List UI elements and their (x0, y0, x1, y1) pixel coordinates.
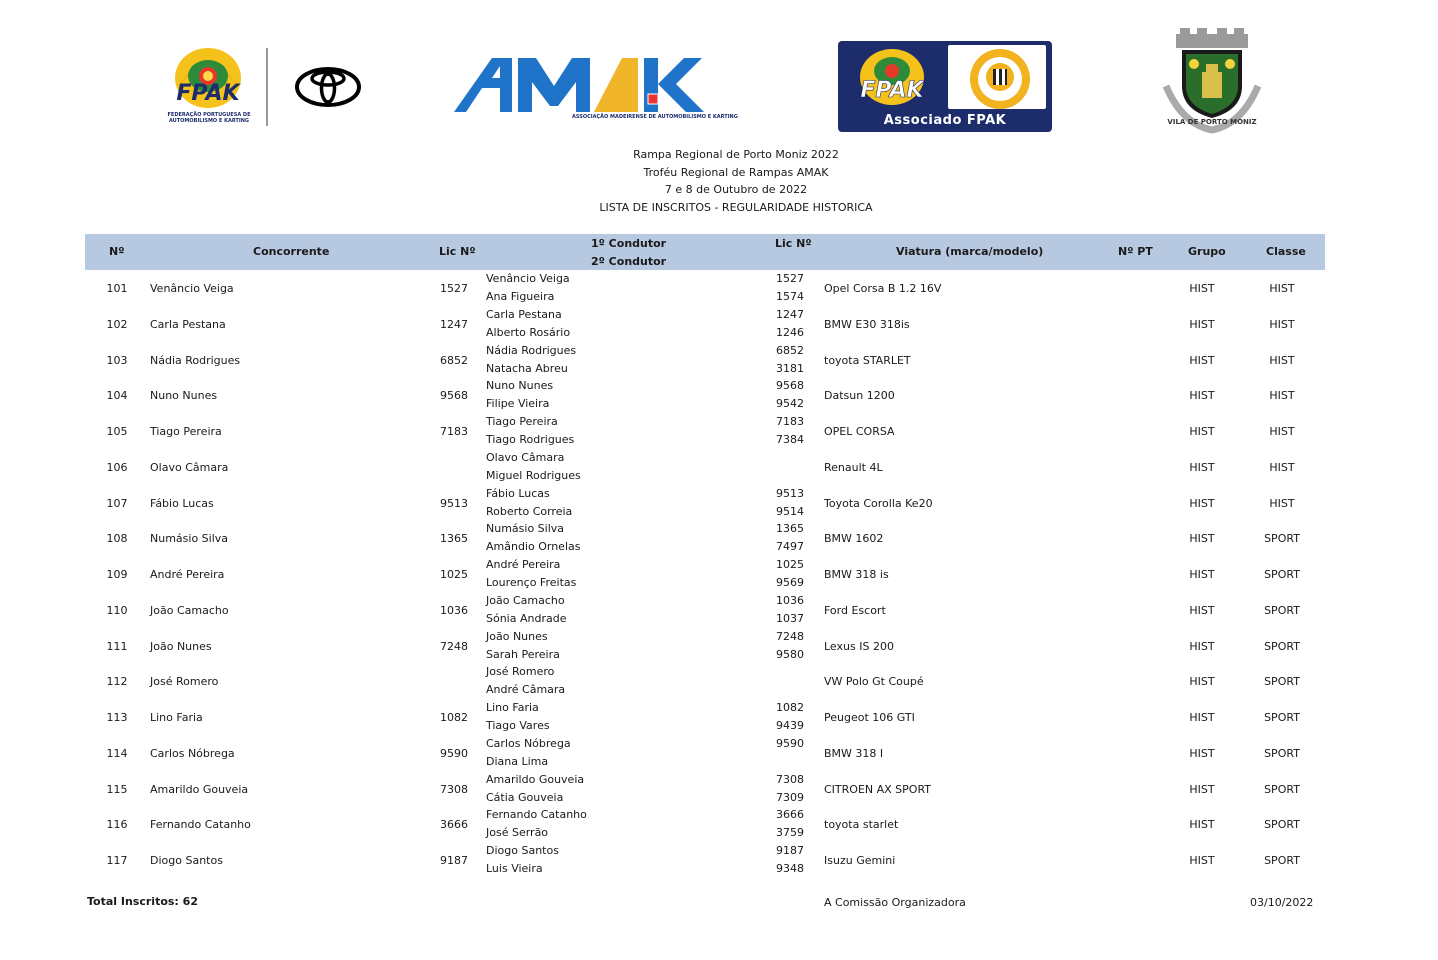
entry-car: Ford Escort (824, 603, 886, 617)
entry-car: Lexus IS 200 (824, 639, 894, 653)
table-row (0, 557, 1438, 593)
entry-driver2: Diana Lima (486, 754, 549, 768)
entry-classe: HIST (1269, 353, 1295, 367)
entry-number: 105 (106, 425, 128, 438)
entry-driver1: João Nunes (486, 629, 548, 643)
entry-driver2: Miguel Rodrigues (486, 468, 581, 482)
table-row (0, 414, 1438, 450)
entry-concorrente: Nádia Rodrigues (150, 353, 241, 367)
entry-driver1: Venâncio Veiga (486, 272, 570, 285)
entry-number: 106 (106, 460, 128, 474)
entry-driver2-lic: 1246 (776, 325, 804, 339)
table-row (0, 307, 1438, 343)
fpak-logo (164, 46, 254, 130)
entry-driver2: Sarah Pereira (486, 647, 560, 661)
entry-grupo: HIST (1189, 782, 1215, 796)
entry-car: OPEL CORSA (824, 425, 895, 438)
entry-driver1-lic: 3666 (776, 808, 804, 822)
entry-lic: 3666 (440, 818, 468, 832)
entry-concorrente: Venâncio Veiga (150, 282, 234, 295)
entry-lic: 9513 (440, 496, 468, 510)
entry-driver1-lic: 7308 (776, 772, 804, 786)
amak-logo-text: AMAK (524, 58, 527, 59)
entry-driver1-lic: 9187 (776, 844, 804, 857)
fpak-logo-subtitle: FEDERAÇÃO PORTUGUESA DE AUTOMOBILISMO E KARTING (167, 112, 251, 124)
entry-driver2-lic: 9569 (776, 576, 804, 589)
entry-grupo: HIST (1189, 639, 1215, 653)
crest-text: VILA DE PORTO MONIZ (1167, 118, 1257, 126)
associado-fpak-label: Associado FPAK (883, 113, 1007, 128)
associado-fpak-badge (838, 41, 1052, 132)
entry-grupo: HIST (1189, 496, 1215, 510)
entry-driver2-lic: 7309 (776, 790, 804, 804)
entry-number: 110 (106, 603, 128, 617)
fpak-logo-text: FPAK (176, 81, 240, 106)
entry-concorrente: João Camacho (150, 603, 229, 617)
table-row (0, 486, 1438, 522)
entry-driver1-lic: 9513 (776, 486, 804, 500)
entry-driver2: Roberto Correia (486, 504, 573, 518)
entry-driver2-lic: 3181 (776, 361, 804, 375)
entry-classe: SPORT (1264, 603, 1300, 617)
entry-grupo: HIST (1189, 711, 1215, 724)
entry-driver2: Amândio Ornelas (486, 540, 581, 554)
entry-number: 109 (106, 568, 128, 581)
entry-concorrente: João Nunes (150, 639, 212, 653)
entry-driver1: Carlos Nóbrega (486, 736, 571, 750)
entry-classe: HIST (1269, 317, 1295, 331)
entry-car: BMW 318 is (824, 568, 889, 581)
logo-strip (0, 0, 1438, 145)
entry-car: BMW 318 I (824, 746, 884, 760)
title-list: LISTA DE INSCRITOS - REGULARIDADE HISTORICA (599, 200, 873, 214)
entry-car: Peugeot 106 GTI (824, 711, 915, 724)
entry-driver1-lic: 1025 (776, 558, 804, 571)
entry-classe: HIST (1269, 282, 1295, 295)
entry-classe: SPORT (1264, 532, 1300, 546)
entry-concorrente: Carla Pestana (150, 317, 226, 331)
entry-driver1-lic: 6852 (776, 343, 804, 357)
entry-driver1-lic: 1082 (776, 701, 804, 714)
entry-classe: SPORT (1264, 568, 1300, 581)
entry-driver1: Lino Faria (486, 701, 539, 714)
entry-grupo: HIST (1189, 353, 1215, 367)
entry-lic: 7248 (440, 639, 468, 653)
entry-car: Renault 4L (824, 460, 883, 474)
organizing-committee: A Comissão Organizadora (824, 896, 966, 909)
col-header-no: Nº (109, 245, 125, 258)
entry-car: Isuzu Gemini (824, 854, 896, 867)
badge-fpak-text: FPAK (860, 78, 924, 103)
entry-driver1-lic: 7183 (776, 415, 804, 428)
entry-lic: 1036 (440, 603, 468, 617)
entry-classe: SPORT (1264, 711, 1300, 724)
entry-lic: 9187 (440, 854, 468, 867)
entry-driver2-lic: 9348 (776, 862, 804, 875)
entry-driver2: Cátia Gouveia (486, 790, 564, 804)
table-row (0, 736, 1438, 772)
entry-driver2: Lourenço Freitas (486, 576, 577, 589)
amak-logo (452, 54, 738, 124)
entry-driver2: Ana Figueira (486, 290, 555, 303)
entry-number: 114 (106, 746, 128, 760)
title-dates: 7 e 8 de Outubro de 2022 (664, 183, 808, 196)
entry-driver1: Tiago Pereira (486, 415, 558, 428)
entry-concorrente: Amarildo Gouveia (150, 782, 249, 796)
entry-grupo: HIST (1189, 746, 1215, 760)
table-row (0, 843, 1438, 879)
entry-concorrente: Fábio Lucas (150, 496, 214, 510)
entry-driver2-lic: 1037 (776, 611, 804, 625)
entry-driver1-lic: 1247 (776, 307, 804, 321)
entry-car: CITROEN AX SPORT (824, 782, 932, 796)
entry-driver2: Luis Vieira (486, 862, 543, 875)
entry-lic: 1082 (440, 711, 468, 724)
entry-driver1: Fernando Catanho (486, 808, 587, 822)
col-header-classe: Classe (1266, 245, 1306, 258)
entry-driver2-lic: 9439 (776, 719, 804, 732)
entry-concorrente: Fernando Catanho (150, 818, 251, 832)
total-inscritos: Total Inscritos: 62 (87, 895, 198, 908)
entry-driver1-lic: 7248 (776, 629, 804, 643)
entry-car: toyota starlet (824, 818, 899, 832)
entry-driver2: Sónia Andrade (486, 611, 567, 625)
col-header-pt: Nº PT (1118, 245, 1153, 258)
entry-number: 112 (106, 675, 128, 689)
entry-driver2: André Câmara (486, 683, 566, 697)
entry-car: toyota STARLET (824, 353, 911, 367)
entry-driver1: José Romero (486, 665, 555, 679)
entry-lic: 1365 (440, 532, 468, 546)
entry-car: BMW E30 318is (824, 317, 910, 331)
table-row (0, 807, 1438, 843)
entry-concorrente: Carlos Nóbrega (150, 746, 235, 760)
entry-driver2-lic: 9580 (776, 647, 804, 661)
col-header-grupo: Grupo (1188, 245, 1226, 258)
entry-concorrente: Numásio Silva (150, 532, 229, 546)
entry-driver2: Alberto Rosário (486, 325, 571, 339)
logo-divider (266, 48, 268, 126)
entry-lic: 9590 (440, 746, 468, 760)
porto-moniz-crest (1152, 26, 1272, 138)
table-row (0, 629, 1438, 665)
entry-grupo: HIST (1189, 818, 1215, 832)
entry-grupo: HIST (1189, 854, 1215, 867)
entry-driver1: Olavo Câmara (486, 450, 565, 464)
entry-grupo: HIST (1189, 532, 1215, 546)
entry-classe: SPORT (1264, 818, 1300, 832)
entry-driver2: Tiago Vares (486, 719, 550, 732)
table-row (0, 450, 1438, 486)
entry-driver1-lic: 9590 (776, 736, 804, 750)
entry-number: 116 (106, 818, 128, 832)
entry-lic: 7183 (440, 425, 468, 438)
toyota-logo (294, 66, 362, 108)
entry-number: 102 (106, 317, 128, 331)
entry-driver1-lic: 1365 (776, 522, 804, 536)
entry-concorrente: André Pereira (150, 568, 225, 581)
table-row (0, 378, 1438, 414)
entry-grupo: HIST (1189, 568, 1215, 581)
entry-car: Toyota Corolla Ke20 (824, 496, 933, 510)
entry-grupo: HIST (1189, 425, 1215, 438)
entry-concorrente: Diogo Santos (150, 854, 223, 867)
entry-number: 101 (106, 282, 128, 295)
entry-concorrente: Olavo Câmara (150, 460, 229, 474)
document-date: 03/10/2022 (1250, 896, 1314, 909)
entry-classe: SPORT (1264, 675, 1300, 689)
entry-classe: SPORT (1264, 854, 1300, 867)
entry-car: Datsun 1200 (824, 389, 895, 403)
col-header-viatura: Viatura (marca/modelo) (896, 245, 1044, 258)
entry-driver1: Diogo Santos (486, 844, 559, 857)
entry-grupo: HIST (1189, 603, 1215, 617)
entry-driver2-lic: 9542 (776, 397, 804, 411)
table-row (0, 271, 1438, 307)
table-row (0, 593, 1438, 629)
entry-concorrente: Lino Faria (150, 711, 203, 724)
table-row (0, 664, 1438, 700)
col-header-cond2: 2º Condutor (591, 255, 667, 268)
entry-lic: 1025 (440, 568, 468, 581)
amak-logo-subtitle: ASSOCIAÇÃO MADEIRENSE DE AUTOMOBILISMO E KARTING (572, 114, 738, 120)
entry-concorrente: José Romero (150, 675, 219, 689)
entry-driver1: Numásio Silva (486, 522, 565, 536)
entry-driver1-lic: 1036 (776, 593, 804, 607)
table-row (0, 700, 1438, 736)
entry-driver1: Nuno Nunes (486, 379, 554, 393)
entry-number: 113 (106, 711, 128, 724)
title-trophy: Troféu Regional de Rampas AMAK (643, 165, 829, 179)
entry-grupo: HIST (1189, 675, 1215, 689)
entry-number: 117 (106, 854, 128, 867)
table-row (0, 772, 1438, 808)
entry-driver1: Carla Pestana (486, 307, 562, 321)
entry-classe: SPORT (1264, 746, 1300, 760)
entry-number: 111 (106, 639, 128, 653)
col-header-concorrente: Concorrente (253, 245, 330, 258)
col-header-lic: Lic Nº (439, 245, 476, 258)
entry-driver2: José Serrão (486, 826, 549, 840)
table-header (85, 234, 1325, 270)
entry-driver1: André Pereira (486, 558, 561, 571)
entry-number: 115 (106, 782, 128, 796)
title-event: Rampa Regional de Porto Moniz 2022 (633, 148, 839, 161)
entry-driver2-lic: 9514 (776, 504, 804, 518)
entry-car: BMW 1602 (824, 532, 884, 546)
col-header-cond1: 1º Condutor (591, 237, 667, 250)
entry-lic: 1527 (440, 282, 468, 295)
entry-grupo: HIST (1189, 317, 1215, 331)
entry-car: Opel Corsa B 1.2 16V (824, 282, 942, 295)
entry-driver1-lic: 9568 (776, 379, 804, 393)
entry-driver2-lic: 7497 (776, 540, 804, 554)
entry-lic: 6852 (440, 353, 468, 367)
entry-classe: HIST (1269, 460, 1295, 474)
entry-classe: HIST (1269, 389, 1295, 403)
table-row (0, 521, 1438, 557)
entry-driver1: Fábio Lucas (486, 486, 550, 500)
entry-driver2: Filipe Vieira (486, 397, 550, 411)
entry-classe: HIST (1269, 425, 1295, 438)
entry-driver1-lic: 1527 (776, 272, 804, 285)
table-row (0, 343, 1438, 379)
entry-number: 108 (106, 532, 128, 546)
entry-number: 104 (106, 389, 128, 403)
entry-driver2: Tiago Rodrigues (486, 433, 575, 446)
entry-driver2-lic: 1574 (776, 290, 804, 303)
entry-grupo: HIST (1189, 460, 1215, 474)
entry-car: VW Polo Gt Coupé (824, 675, 924, 689)
entry-lic: 9568 (440, 389, 468, 403)
entry-driver1: Amarildo Gouveia (486, 772, 585, 786)
entry-driver2-lic: 3759 (776, 826, 804, 840)
entry-driver2: Natacha Abreu (486, 361, 568, 375)
entry-driver2-lic: 7384 (776, 433, 804, 446)
entry-grupo: HIST (1189, 389, 1215, 403)
entry-concorrente: Tiago Pereira (150, 425, 222, 438)
entry-classe: SPORT (1264, 782, 1300, 796)
entry-lic: 7308 (440, 782, 468, 796)
document-title-block (0, 146, 1438, 216)
entry-driver1: Nádia Rodrigues (486, 343, 577, 357)
entry-classe: HIST (1269, 496, 1295, 510)
entry-concorrente: Nuno Nunes (150, 389, 218, 403)
entry-driver1: João Camacho (486, 593, 565, 607)
entry-lic: 1247 (440, 317, 468, 331)
entry-classe: SPORT (1264, 639, 1300, 653)
entry-grupo: HIST (1189, 282, 1215, 295)
entry-number: 107 (106, 496, 128, 510)
entry-number: 103 (106, 353, 128, 367)
col-header-lic2: Lic Nº (775, 237, 812, 250)
